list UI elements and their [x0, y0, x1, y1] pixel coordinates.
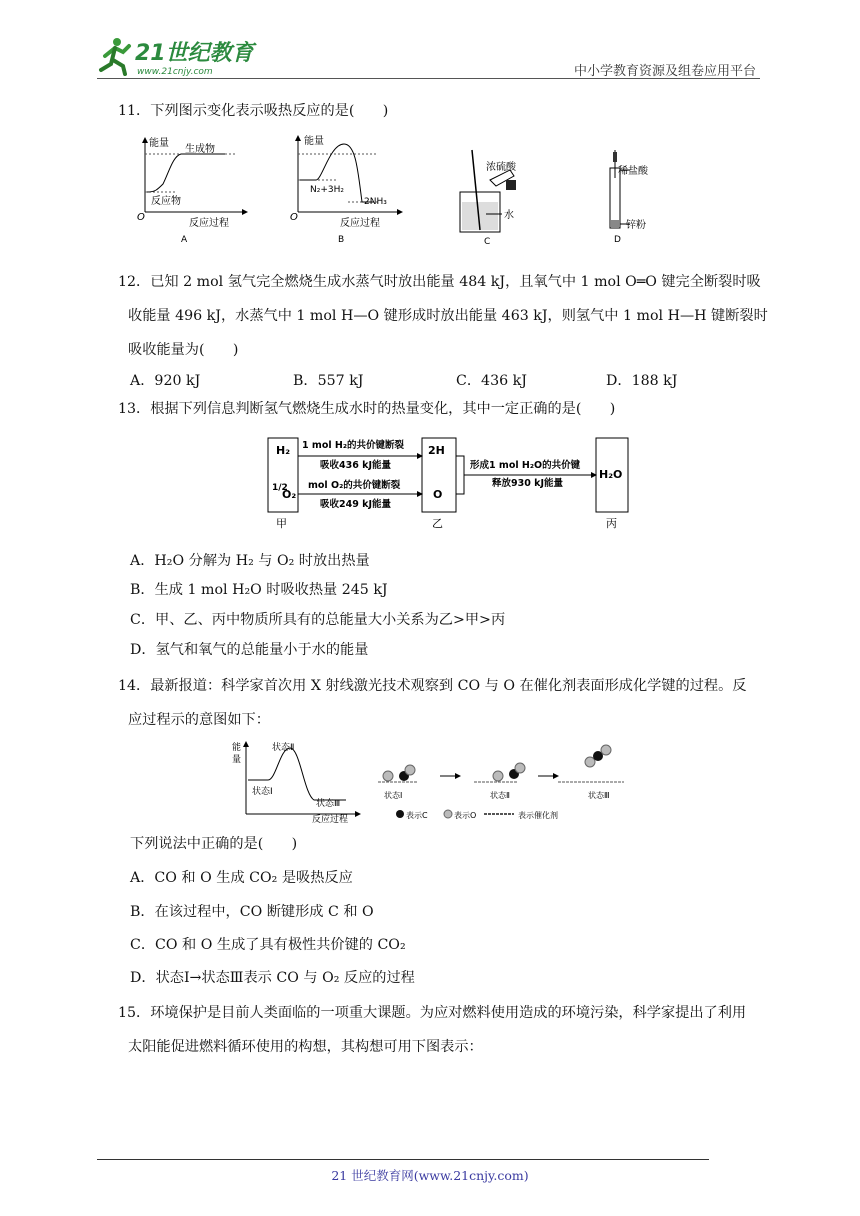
- svg-text:状态Ⅰ: 状态Ⅰ: [252, 787, 273, 797]
- svg-text:能: 能: [232, 743, 242, 753]
- svg-text:反应过程: 反应过程: [189, 218, 229, 229]
- svg-text:N₂+3H₂: N₂+3H₂: [310, 185, 344, 195]
- svg-text:A: A: [181, 235, 188, 245]
- svg-text:吸收249 kJ能量: 吸收249 kJ能量: [320, 499, 391, 510]
- svg-text:O₂: O₂: [282, 488, 297, 501]
- svg-text:形成1 mol H₂O的共价键: 形成1 mol H₂O的共价键: [470, 460, 581, 471]
- q11-stem: 11．下列图示变化表示吸热反应的是( ): [118, 103, 389, 119]
- runner-logo-icon: [101, 38, 129, 74]
- svg-text:水: 水: [504, 210, 514, 221]
- q12-option-c: C．436 kJ: [456, 373, 527, 389]
- q14-option-b: B．在该过程中，CO 断键形成 C 和 O: [130, 904, 374, 920]
- svg-text:状态Ⅱ: 状态Ⅱ: [272, 743, 295, 753]
- q15-line-1: 15．环境保护是目前人类面临的一项重大课题。为应对燃料使用造成的环境污染，科学家提出了利用: [118, 1005, 747, 1021]
- q15-line-2: 太阳能促进燃料循环使用的构想，其构想可用下图表示：: [128, 1039, 483, 1055]
- svg-text:状态Ⅲ: 状态Ⅲ: [316, 799, 341, 809]
- svg-text:量: 量: [232, 755, 242, 765]
- q14-line-1: 14．最新报道：科学家首次用 X 射线激光技术观察到 CO 与 O 在催化剂表面形成化学键的过程。反: [118, 678, 747, 694]
- q13-stem: 13．根据下列信息判断氢气燃烧生成水时的热量变化，其中一定正确的是( ): [118, 401, 616, 417]
- footer-divider: [97, 1159, 709, 1160]
- svg-text:生成物: 生成物: [185, 144, 215, 155]
- svg-text:D: D: [614, 235, 621, 245]
- logo: [97, 34, 262, 78]
- q12-option-a: A．920 kJ: [130, 373, 201, 389]
- svg-text:O: O: [290, 212, 298, 223]
- svg-text:H₂: H₂: [276, 444, 291, 457]
- q13-option-c: C．甲、乙、丙中物质所具有的总能量大小关系为乙>甲>丙: [130, 612, 506, 628]
- svg-text:mol O₂的共价键断裂: mol O₂的共价键断裂: [308, 480, 401, 491]
- svg-text:C: C: [484, 237, 491, 247]
- svg-text:乙: 乙: [432, 517, 443, 530]
- q11-figure-c: [450, 140, 550, 250]
- q11-figure-a: [135, 132, 255, 248]
- q13-option-d: D．氢气和氧气的总能量小于水的能量: [130, 642, 369, 658]
- svg-text:反应过程: 反应过程: [312, 815, 349, 825]
- q12-option-b: B．557 kJ: [293, 373, 364, 389]
- svg-text:反应过程: 反应过程: [340, 218, 380, 229]
- svg-text:吸收436 kJ能量: 吸收436 kJ能量: [320, 460, 391, 471]
- svg-text:能量: 能量: [149, 138, 169, 149]
- q14-line-2: 应过程示的意图如下：: [128, 712, 270, 728]
- q11-figure-b: [288, 132, 408, 248]
- svg-text:1 mol H₂的共价键断裂: 1 mol H₂的共价键断裂: [302, 440, 405, 451]
- svg-text:2H: 2H: [428, 444, 445, 457]
- q12-line-3: 吸收能量为( ): [128, 342, 239, 358]
- svg-text:丙: 丙: [606, 517, 617, 530]
- svg-text:稀盐酸: 稀盐酸: [618, 166, 648, 177]
- svg-text:O: O: [433, 488, 443, 501]
- svg-text:O: O: [137, 212, 145, 223]
- svg-text:H₂O: H₂O: [599, 468, 623, 481]
- q14-option-c: C．CO 和 O 生成了具有极性共价键的 CO₂: [130, 937, 406, 953]
- svg-text:状态Ⅰ: 状态Ⅰ: [384, 791, 403, 800]
- svg-text:B: B: [338, 235, 345, 245]
- svg-text:表示C: 表示C: [406, 811, 428, 820]
- svg-text:1/2: 1/2: [272, 483, 288, 493]
- q12-line-1: 12．已知 2 mol 氢气完全燃烧生成水蒸气时放出能量 484 kJ，且氧气中 1 mol O═O 键完全断裂时吸: [118, 274, 761, 290]
- svg-text:2NH₃: 2NH₃: [364, 197, 387, 207]
- svg-text:www.21cnjy.com: www.21cnjy.com: [137, 67, 213, 77]
- svg-text:表示O: 表示O: [454, 811, 477, 820]
- svg-text:能量: 能量: [304, 136, 324, 147]
- svg-text:甲: 甲: [276, 517, 287, 530]
- q12-line-2: 收能量 496 kJ，水蒸气中 1 mol H—O 键形成时放出能量 463 kJ，则氢气中 1 mol H—H 键断裂时: [128, 308, 768, 324]
- svg-text:反应物: 反应物: [151, 196, 181, 207]
- svg-text:状态Ⅱ: 状态Ⅱ: [490, 791, 510, 800]
- svg-text:状态Ⅲ: 状态Ⅲ: [588, 791, 610, 800]
- q11-figure-d: [596, 148, 676, 248]
- svg-text:表示催化剂: 表示催化剂: [518, 811, 558, 820]
- svg-text:浓硫酸: 浓硫酸: [486, 162, 516, 173]
- svg-text:释放930 kJ能量: 释放930 kJ能量: [492, 478, 563, 489]
- q12-option-d: D．188 kJ: [606, 373, 678, 389]
- q14-prompt: 下列说法中正确的是( ): [130, 836, 298, 852]
- q14-reaction-diagram: [228, 736, 628, 826]
- q13-option-a: A．H₂O 分解为 H₂ 与 O₂ 时放出热量: [130, 553, 370, 569]
- svg-text:21世纪教育: 21世纪教育: [135, 41, 254, 66]
- q13-option-b: B．生成 1 mol H₂O 时吸收热量 245 kJ: [130, 582, 388, 598]
- footer-text: 21 世纪教育网(www.21cnjy.com): [331, 1168, 529, 1183]
- q14-option-d: D．状态Ⅰ→状态Ⅲ表示 CO 与 O₂ 反应的过程: [130, 970, 415, 986]
- header-divider: [97, 78, 760, 79]
- svg-text:锌粉: 锌粉: [626, 220, 646, 231]
- q13-energy-diagram: [262, 432, 632, 532]
- platform-name: 中小学教育资源及组卷应用平台: [573, 64, 756, 79]
- q14-option-a: A．CO 和 O 生成 CO₂ 是吸热反应: [130, 870, 353, 886]
